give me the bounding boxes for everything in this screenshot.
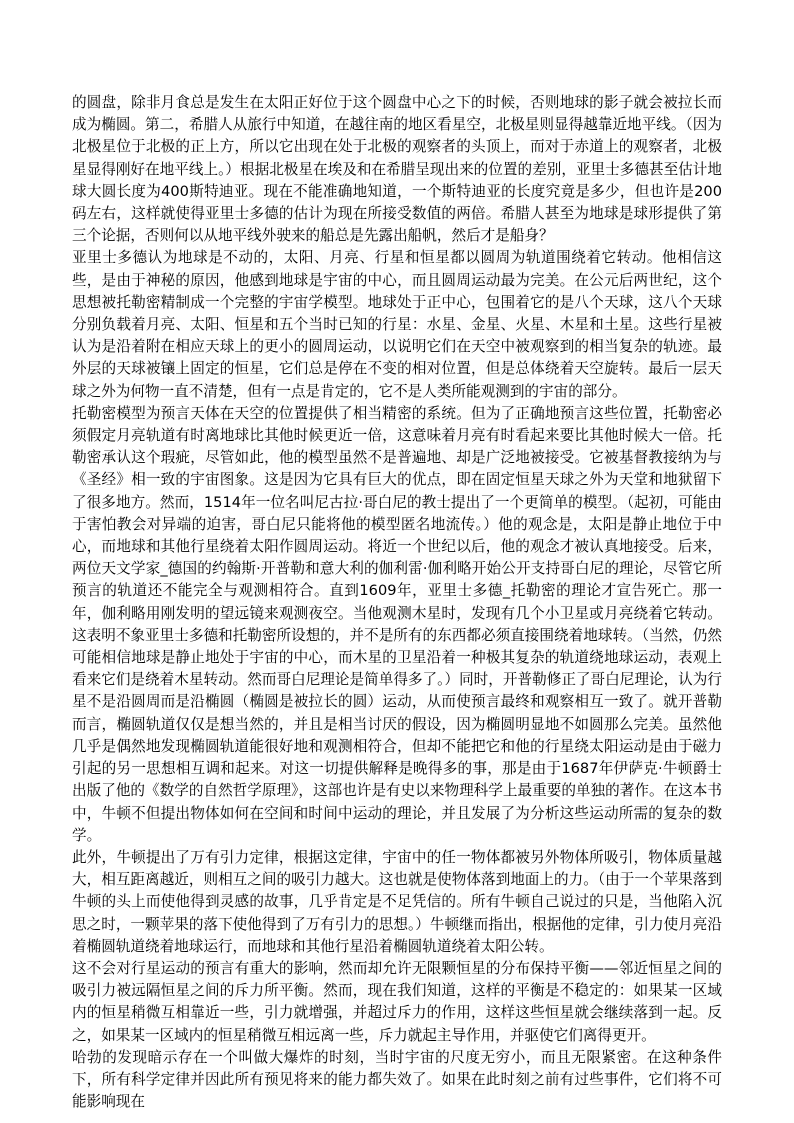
document-body [72, 92, 722, 1113]
paragraph-stellar-balance: 这不会对行星运动的预言有重大的影响，然而却允许无限颗恒星的分布保持平衡——邻近恒星之间的吸引力被远隔恒星之间的斥力所平衡。然而，现在我们知道，这样的平衡是不稳定的：如果某一区域内的恒星稍微互相靠近一些，引力就增强，并超过斥力的作用，这样这些恒星就会继续落到一起。反之，如果某一区域内的恒星稍微互相远离一些，斥力就起主导作用，并驱使它们离得更开。 [72, 959, 722, 1044]
paragraph-newton-gravity: 此外，牛顿提出了万有引力定律，根据这定律，宇宙中的任一物体都被另外物体所吸引，物体质量越大，相互距离越近，则相互之间的吸引力越大。这也就是使物体落到地面上的力。（由于一个苹果落到牛顿的头上而使他得到灵感的故事，几乎肯定是不足凭信的。所有牛顿自己说过的只是，当他陷入沉思之时，一颗苹果的落下使他得到了万有引力的思想。）牛顿继而指出，根据他的定律，引力使月亮沿着椭圆轨道绕着地球运行，而地球和其他行星沿着椭圆轨道绕着太阳公转。 [72, 848, 722, 955]
paragraph-hubble-big-bang: 哈勃的发现暗示存在一个叫做大爆炸的时刻，当时宇宙的尺度无穷小，而且无限紧密。在这种条件下，所有科学定律并因此所有预见将来的能力都失效了。如果在此时刻之前有过些事件，它们将不可能影响现在 [72, 1048, 722, 1111]
paragraph-earth-shape-arguments: 的圆盘，除非月食总是发生在太阳正好位于这个圆盘中心之下的时候，否则地球的影子就会被拉长而成为椭圆。第二，希腊人从旅行中知道，在越往南的地区看星空，北极星则显得越靠近地平线。（因为北极星位于北极的正上方，所以它出现在处于北极的观察者的头顶上，而对于赤道上的观察者，北极星显得刚好在地平线上。）根据北极星在埃及和在希腊呈现出来的位置的差别，亚里士多德甚至估计地球大圆长度为400斯特迪亚。现在不能准确地知道，一个斯特迪亚的长度究竟是多少，但也许是200码左右，这样就使得亚里士多德的估计为现在所接受数值的两倍。希腊人甚至为地球是球形提供了第三个论据，否则何以从地平线外驶来的船总是先露出船帆，然后才是船身？ [72, 94, 722, 245]
paragraph-copernicus-kepler-newton: 托勒密模型为预言天体在天空的位置提供了相当精密的系统。但为了正确地预言这些位置，托勒密必须假定月亮轨道有时离地球比其他时候更近一倍，这意味着月亮有时看起来要比其他时候大一倍。托勒密承认这个瑕疵，尽管如此，他的模型虽然不是普遍地、却是广泛地被接受。它被基督教接纳为与《圣经》相一致的宇宙图象。这是因为它具有巨大的优点，即在固定恒星天球之外为天堂和地狱留下了很多地方。然而，1514年一位名叫尼古拉·哥白尼的教士提出了一个更简单的模型。（起初，可能由于害怕教会对异端的迫害，哥白尼只能将他的模型匿名地流传。）他的观念是，太阳是静止地位于中心，而地球和其他行星绕着太阳作圆周运动。将近一个世纪以后，他的观念才被认真地接受。后来，两位天文学家_德国的约翰斯·开普勒和意大利的伽利雷·伽利略开始公开支持哥白尼的理论，尽管它所预言的轨道还不能完全与观测相符合。直到1609年，亚里士多德_托勒密的理论才宣告死亡。那一年，伽利略用刚发明的望远镜来观测夜空。当他观测木星时，发现有几个小卫星或月亮绕着它转动。这表明不象亚里士多德和托勒密所设想的，并不是所有的东西都必须直接围绕着地球转。（当然，仍然可能相信地球是静止地处于宇宙的中心，而木星的卫星沿着一种极其复杂的轨道绕地球运动，表观上看来它们是绕着木星转动。然而哥白尼理论是简单得多了。）同时，开普勒修正了哥白尼理论，认为行星不是沿圆周而是沿椭圆（椭圆是被拉长的圆）运动，从而使预言最终和观察相互一致了。就开普勒而言，椭圆轨道仅仅是想当然的，并且是相当讨厌的假设，因为椭圆明显地不如圆那么完美。虽然他几乎是偶然地发现椭圆轨道能很好地和观测相符合，但却不能把它和他的行星绕太阳运动是由于磁力引起的另一思想相互调和起来。对这一切提供解释是晚得多的事，那是由于1687年伊萨克·牛顿爵士出版了他的《数学的自然哲学原理》，这部也许是有史以来物理科学上最重要的单独的著作。在这本书中，牛顿不但提出物体如何在空间和时间中运动的理论，并且发展了为分析这些运动所需的复杂的数学。 [72, 404, 722, 844]
paragraph-aristotle-ptolemy-model: 亚里士多德认为地球是不动的，太阳、月亮、行星和恒星都以圆周为轨道围绕着它转动。他相信这些，是由于神秘的原因，他感到地球是宇宙的中心，而且圆周运动最为完美。在公元后两世纪，这个思想被托勒密精制成一个完整的宇宙学模型。地球处于正中心，包围着它的是八个天球，这八个天球分别负载着月亮、太阳、恒星和五个当时已知的行星：水星、金星、火星、木星和土星。这些行星被认为是沿着附在相应天球上的更小的圆周运动，以说明它们在天空中被观察到的相当复杂的轨迹。最外层的天球被镶上固定的恒星，它们总是停在不变的相对位置，但是总体绕着天空旋转。最后一层天球之外为何物一直不清楚，但有一点是肯定的，它不是人类所能观测到的宇宙的部分。 [72, 249, 722, 400]
